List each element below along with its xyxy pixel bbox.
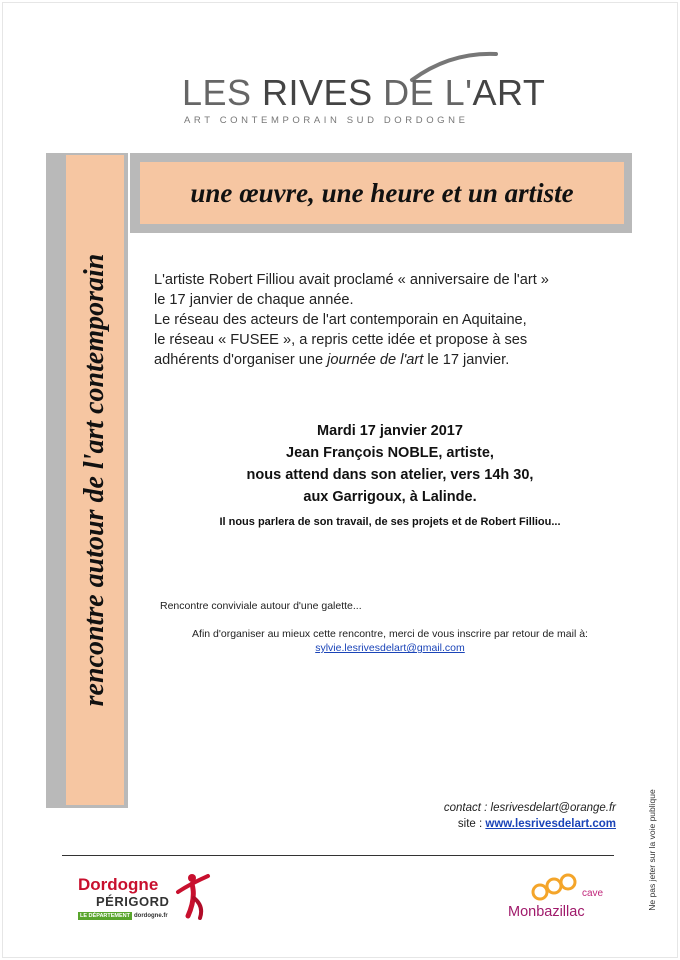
- site-line: [400, 816, 616, 832]
- monbazillac-word: Monbazillac: [508, 904, 585, 920]
- contact-label: contact :: [443, 802, 491, 814]
- logo-part-rives: RIVES: [262, 72, 373, 113]
- logo-subtitle: ART CONTEMPORAIN SUD DORDOGNE: [184, 115, 469, 126]
- side-banner-text: rencontre autour de l'art contemporain: [79, 253, 110, 707]
- footer-divider: [62, 855, 614, 856]
- department-url: dordogne.fr: [134, 913, 168, 919]
- logo-part-art: ART: [472, 72, 546, 113]
- event-topic: Il nous parlera de son travail, de ses projets et de Robert Filliou...: [219, 516, 561, 528]
- intro-line: Le réseau des acteurs de l'art contemporain en Aquitaine,: [154, 312, 527, 328]
- contact-email[interactable]: lesrivesdelart@orange.fr: [490, 802, 616, 814]
- public-notice: Ne pas jeter sur la voie publique: [647, 789, 657, 911]
- event-date: Mardi 17 janvier 2017: [317, 423, 463, 439]
- site-link[interactable]: www.lesrivesdelart.com: [485, 818, 616, 830]
- intro-line: L'artiste Robert Filliou avait proclamé « anniversaire de l'art »: [154, 272, 549, 288]
- logo-wordmark: [182, 72, 545, 114]
- intro-line: le réseau « FUSEE », a repris cette idée et propose à ses: [154, 332, 528, 348]
- galette-note: Rencontre conviviale autour d'une galette...: [160, 600, 362, 612]
- logo-part-les: LES: [182, 72, 263, 113]
- contact-line: [400, 800, 616, 816]
- registration-email-link[interactable]: sylvie.lesrivesdelart@gmail.com: [315, 642, 465, 654]
- intro-text: le 17 janvier.: [423, 352, 510, 368]
- dordogne-word: Dordogne: [78, 875, 159, 894]
- registration-note: Afin d'organiser au mieux cette rencontre, merci de vous inscrire par retour de mail à:: [192, 628, 588, 640]
- monbazillac-cave-word: cave: [582, 888, 604, 899]
- event-location: aux Garrigoux, à Lalinde.: [303, 489, 477, 505]
- cave-monbazillac-logo: [500, 870, 610, 926]
- intro-line: [154, 350, 624, 370]
- event-details: [160, 420, 620, 508]
- event-time: nous attend dans son atelier, vers 14h 30,: [246, 467, 534, 483]
- les-rives-de-l-art-logo: [150, 46, 546, 126]
- intro-line: le 17 janvier de chaque année.: [154, 292, 354, 308]
- perigord-word: PÉRIGORD: [96, 894, 170, 909]
- event-artist: Jean François NOBLE, artiste,: [286, 445, 494, 461]
- department-bar: [78, 912, 178, 920]
- dordogne-perigord-logo: [78, 870, 218, 926]
- intro-paragraph: [154, 270, 624, 370]
- intro-text: adhérents d'organiser une: [154, 352, 328, 368]
- logo-part-de: DE L': [372, 72, 473, 113]
- monbazillac-rings-icon: [530, 872, 580, 906]
- title-banner-text: une œuvre, une heure et un artiste: [190, 177, 574, 208]
- contact-block: [400, 800, 616, 832]
- intro-emphasis: journée de l'art: [327, 352, 424, 368]
- site-label: site :: [457, 818, 486, 830]
- department-label: LE DÉPARTEMENT: [80, 913, 131, 919]
- dancing-figure-icon: [174, 870, 214, 920]
